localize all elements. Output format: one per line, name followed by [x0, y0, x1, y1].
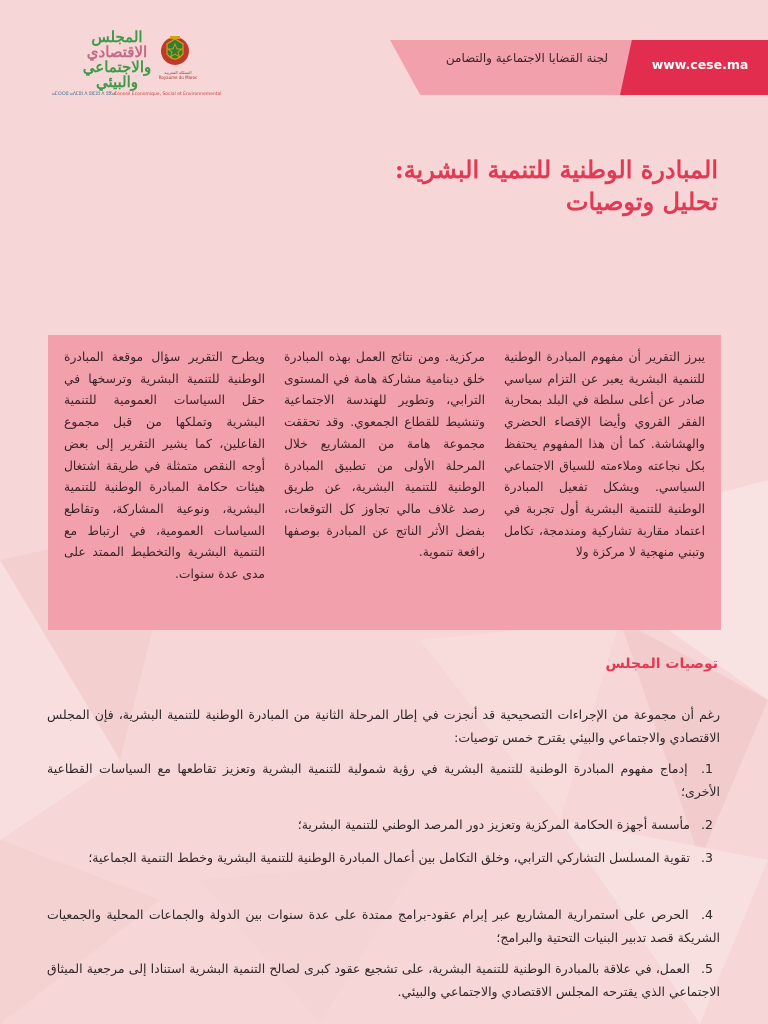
header-banner: [390, 40, 768, 95]
logo-french-text: Conseil Economique, Social et Environnemental: [114, 92, 222, 97]
cese-logo: [50, 28, 222, 102]
logo-line-2: الاقتصادي: [86, 43, 148, 61]
summary-column-3: ويطرح التقرير سؤال موقعة المبادرة الوطنية للتنمية البشرية وترسخها في حقل السياسات العمومية للتنمية البشرية وتملكها من قبل مجموع الفاعلين، كما يشير التقرير إلى بعض أوجه النقص متمثلة في طريقة اشتغال هيئات حكامة المبادرة الوطنية للتنمية البشرية، ونوعية المشاركة، وتقاطع السياسات العمومية، في ارتباط مع التنمية البشرية والتخطيط الممتد على مدى عدة سنوات.: [64, 350, 265, 582]
recommendation-number: 4.: [701, 907, 713, 922]
recommendation-number: 1.: [701, 761, 713, 776]
logo-line-4: والبيئي: [95, 73, 139, 91]
recommendation-number: 3.: [701, 850, 713, 865]
recommendations-heading: توصيات المجلس: [605, 656, 718, 672]
recommendation-item: [47, 757, 720, 803]
website-link[interactable]: www.cese.ma: [651, 57, 749, 72]
summary-column-1: يبرز التقرير أن مفهوم المبادرة الوطنية للتنمية البشرية يعبر عن التزام سياسي صادر عن أعلى سلطة في البلد بمحاربة الفقر القروي وأيضا الإقصاء الحضري والهشاشة. كما أن هذا المفهوم يحتفظ بكل نجاعته وملاءمته للسياق الاجتماعي السياسي. ويشكل تفعيل المبادرة الوطنية للتنمية البشرية أول تجربة في اعتماد مقاربة تشاركية ومندمجة، تكامل وتبني منهجية لا مركزة ولا: [504, 350, 705, 560]
recommendation-text: تقوية المسلسل التشاركي الترابي، وخلق التكامل بين أعمال المبادرة الوطنية للتنمية البشرية وخطط التنمية الجماعية؛: [88, 850, 691, 865]
recommendation-text: الحرص على استمرارية المشاريع عبر إبرام عقود-برامج ممتدة على عدة سنوات بين الدولة والجماعات المحلية والجمعيات الشريكة قصد تدبير البنيات التحتية والبرامج؛: [47, 907, 720, 945]
recommendation-text: مأسسة أجهزة الحكامة المركزية وتعزيز دور المرصد الوطني للتنمية البشرية؛: [297, 817, 691, 832]
recommendation-number: 2.: [701, 817, 713, 832]
summary-column-2: مركزية. ومن نتائج العمل بهذه المبادرة خلق دينامية مشاركة هامة في المستوى الترابي، وتطوير للهندسة الاجتماعية وتنشيط للقطاع الجمعوي. وقد تحققت مجموعة هامة من المشاريع خلال المرحلة الأولى من تطبيق المبادرة الوطنية للتنمية البشرية، عن طريق رصد غلاف مالي تجاوز كل التوقعات، بفضل الأثر الناتج عن المبادرة بوصفها رافعة تنموية.: [284, 350, 485, 560]
moroccan-coat-of-arms-icon: [158, 34, 192, 68]
recommendation-number: 5.: [701, 961, 713, 976]
page-title: [118, 154, 718, 218]
emblem-caption: المملكة المغربية Royaume du Maroc: [158, 70, 198, 80]
recommendation-text: إدماج مفهوم المبادرة الوطنية للتنمية البشرية في رؤية شمولية للتنمية البشرية وتعزيز تقاطعها مع السياسات القطاعية الأخرى؛: [47, 761, 720, 799]
logo-line-3: والاجتماعي: [82, 58, 152, 76]
recommendation-item: [47, 813, 720, 836]
recommendation-text: العمل، في علاقة بالمبادرة الوطنية للتنمية البشرية، على تشجيع عقود كبرى لصالح التنمية البشرية استنادا إلى مرجعية الميثاق الاجتماعي الذي يقترحه المجلس الاقتصادي والاجتماعي والبيئي.: [47, 961, 720, 999]
logo-arabic-text: [68, 30, 166, 90]
summary-box: [48, 335, 721, 630]
logo-tifinagh-text: ⴰⵎⵔⵔⵓ ⴰⴷⵎⵓⵏ ⴷ ⵓⵏⵎⵓⵏ ⴷ ⵓⴳⴰⵏ: [52, 92, 117, 97]
recommendation-item: [47, 846, 720, 869]
title-line-1: المبادرة الوطنية للتنمية البشرية:: [394, 155, 718, 184]
recommendations-intro: رغم أن مجموعة من الإجراءات التصحيحية قد أنجزت في إطار المرحلة الثانية من المبادرة الوطنية للتنمية البشرية، فإن المجلس الاقتصادي والاجتماعي والبيئي يقترح خمس توصيات:: [47, 707, 720, 745]
recommendation-item: [47, 903, 720, 949]
recommendation-item: [47, 957, 720, 1003]
committee-name: لجنة القضايا الاجتماعية والتضامن: [445, 51, 608, 65]
logo-line-1: المجلس: [91, 28, 143, 46]
title-line-2: تحليل وتوصيات: [565, 187, 718, 216]
